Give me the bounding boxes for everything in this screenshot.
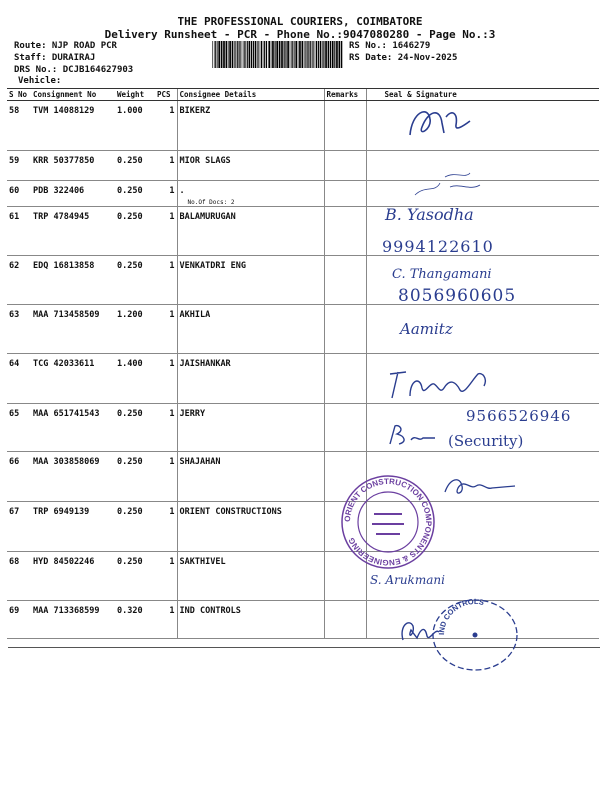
cell-sno [7,404,31,452]
cell-consignment-no [31,601,115,639]
cell-consignee [177,101,324,151]
cell-consignment-no [31,305,115,354]
cell-weight-text: 1.200 [117,310,143,320]
cell-pcs-text: 1 [169,186,175,196]
signature-68: S. Arukmani [370,573,445,587]
cell-remarks [324,101,366,151]
cell-sno-text: 60 [9,186,20,196]
cell-weight [115,101,155,151]
cell-pcs-text: 1 [169,359,175,369]
cell-sno [7,151,31,181]
signature-63: Aamitz [400,320,453,338]
cell-weight [115,151,155,181]
cell-weight [115,502,155,552]
cell-sno [7,256,31,305]
table-row [7,101,599,151]
cell-consignment-no-text: KRR 50377850 [33,156,95,166]
col-remarks: Remarks [324,89,366,101]
cell-pcs [155,404,177,452]
cell-pcs-text: 1 [169,409,175,419]
cell-consignment-no [31,552,115,601]
cell-pcs-text: 1 [169,261,175,271]
table-row [7,354,599,404]
cell-pcs [155,305,177,354]
runsheet-subtitle: Delivery Runsheet - PCR - Phone No.:9047080280 - Page No.:3 [104,28,496,41]
col-consignee: Consignee Details [177,89,324,101]
cell-sno-text: 61 [9,212,20,222]
cell-pcs [155,552,177,601]
cell-consignment-no [31,207,115,256]
cell-sno [7,181,31,207]
cell-pcs-text: 1 [169,156,175,166]
table-row [7,502,599,552]
cell-consignment-no-text: MAA 713458509 [33,310,100,320]
cell-pcs [155,502,177,552]
table-row [7,181,599,207]
cell-consignment-no [31,181,115,207]
orient-constructions-stamp [338,474,438,570]
cell-consignee [177,404,324,452]
rs-number: RS No.: 1646279 [349,41,431,51]
signature-58 [400,97,480,147]
cell-pcs [155,207,177,256]
rs-date: RS Date: 24-Nov-2025 [349,53,458,63]
cell-consignment-no [31,101,115,151]
cell-remarks [324,601,366,639]
docs-count-note: No.Of Docs: 2 [187,199,235,206]
cell-consignee-text: SAKTHIVEL [179,557,226,567]
cell-consignee-text: IND CONTROLS [179,606,241,616]
cell-consignee [177,502,324,552]
cell-consignment-no-text: TVM 14088129 [33,106,95,116]
cell-weight-text: 0.250 [117,156,143,166]
cell-sno-text: 59 [9,156,20,166]
cell-weight-text: 0.250 [117,212,143,222]
cell-sno [7,502,31,552]
table-row [7,207,599,256]
cell-consignee [177,256,324,305]
signature-61-phone: 9994122610 [382,237,494,256]
table-header [7,89,599,101]
cell-remarks [324,305,366,354]
col-pcs: PCS [155,89,177,101]
cell-consignment-no-text: PDB 322406 [33,186,85,196]
staff-label: Staff: DURAIRAJ [14,53,96,63]
cell-consignee-text: AKHILA [179,310,211,320]
cell-consignment-no [31,404,115,452]
cell-weight-text: 1.400 [117,359,143,369]
cell-consignee [177,552,324,601]
cell-weight [115,452,155,502]
barcode-image [212,41,343,68]
cell-sno-text: 69 [9,606,20,616]
cell-weight-text: 1.000 [117,106,143,116]
vehicle-label: Vehicle: [18,76,62,86]
cell-weight [115,256,155,305]
cell-sno-text: 67 [9,507,20,517]
cell-consignment-no [31,452,115,502]
cell-consignee-text: BIKERZ [179,106,211,116]
cell-consignee-text: JAISHANKAR [179,359,231,369]
signature-66 [440,470,520,500]
cell-weight [115,181,155,207]
cell-weight-text: 0.250 [117,409,143,419]
cell-weight-text: 0.250 [117,507,143,517]
cell-consignee-text: . [179,186,185,196]
runsheet-title: THE PROFESSIONAL COURIERS, COIMBATORE [177,15,423,28]
cell-remarks [324,181,366,207]
cell-pcs-text: 1 [169,106,175,116]
cell-pcs-text: 1 [169,310,175,320]
cell-sno-text: 68 [9,557,20,567]
cell-weight [115,354,155,404]
col-weight: Weight [115,89,155,101]
cell-sno-text: 63 [9,310,20,320]
cell-pcs-text: 1 [169,557,175,567]
cell-consignee [177,354,324,404]
cell-remarks [324,404,366,452]
scribble-60 [410,165,490,205]
cell-remarks [324,354,366,404]
cell-sno [7,552,31,601]
cell-consignee [177,151,324,181]
cell-sno-text: 65 [9,409,20,419]
table-row [7,151,599,181]
cell-pcs-text: 1 [169,457,175,467]
signature-61-name: B. Yasodha [385,205,474,224]
cell-pcs-text: 1 [169,507,175,517]
cell-consignee-text: BALAMURUGAN [179,212,236,222]
cell-pcs-text: 1 [169,212,175,222]
signature-62-name: C. Thangamani [392,267,492,282]
cell-weight [115,207,155,256]
cell-consignment-no-text: EDQ 16813858 [33,261,95,271]
cell-sno [7,305,31,354]
svg-text:ORIENT CONSTRUCTION COMPONENTS: ORIENT CONSTRUCTION COMPONENTS & ENGINEERING [342,476,434,568]
runsheet-table [7,88,599,639]
cell-consignment-no [31,502,115,552]
cell-consignee-text: ORIENT CONSTRUCTIONS [179,507,282,517]
cell-sno-text: 66 [9,457,20,467]
cell-consignee-text: MIOR SLAGS [179,156,231,166]
cell-weight [115,305,155,354]
cell-consignment-no-text: TCG 42033611 [33,359,95,369]
cell-consignment-no [31,354,115,404]
cell-sno [7,601,31,639]
cell-weight [115,601,155,639]
cell-weight-text: 0.320 [117,606,143,616]
cell-consignee [177,305,324,354]
cell-pcs [155,256,177,305]
cell-consignee-text: JERRY [179,409,206,419]
signature-65 [385,420,445,450]
route-label: Route: NJP ROAD PCR [14,41,117,51]
cell-weight-text: 0.250 [117,557,143,567]
cell-pcs [155,601,177,639]
cell-pcs [155,354,177,404]
cell-consignee [177,207,324,256]
cell-pcs [155,101,177,151]
cell-pcs [155,151,177,181]
signature-65-phone: 9566526946 [466,407,572,425]
cell-pcs [155,181,177,207]
cell-consignment-no-text: MAA 713368599 [33,606,100,616]
table-row [7,552,599,601]
cell-sno [7,354,31,404]
cell-weight [115,404,155,452]
svg-text:IND CONTROLS: IND CONTROLS [436,597,485,636]
cell-consignment-no-text: TRP 6949139 [33,507,90,517]
cell-consignment-no-text: HYD 84502246 [33,557,95,567]
cell-sno [7,101,31,151]
cell-consignment-no [31,151,115,181]
cell-consignee [177,452,324,502]
drs-number: DRS No.: DCJB164627903 [14,65,134,75]
cell-consignee-text: SHAJAHAN [179,457,221,467]
cell-sno-text: 58 [9,106,20,116]
cell-pcs-text: 1 [169,606,175,616]
cell-consignment-no-text: TRP 4784945 [33,212,90,222]
cell-remarks [324,207,366,256]
table-row [7,305,599,354]
cell-consignee [177,601,324,639]
ind-controls-stamp [428,597,523,672]
cell-sno [7,452,31,502]
cell-sno-text: 64 [9,359,20,369]
col-signature: Seal & Signature [366,89,599,101]
cell-consignment-no-text: MAA 651741543 [33,409,100,419]
cell-weight-text: 0.250 [117,186,143,196]
cell-sno-text: 62 [9,261,20,271]
cell-consignment-no-text: MAA 303858069 [33,457,100,467]
signature-62-phone: 8056960605 [398,286,517,306]
cell-pcs [155,452,177,502]
signature-64 [380,360,500,405]
cell-weight-text: 0.250 [117,261,143,271]
signature-65-note: (Security) [448,432,524,450]
cell-remarks [324,256,366,305]
cell-consignee-text: VENKATDRI ENG [179,261,247,271]
col-consignment: Consignment No [31,89,115,101]
cell-consignment-no [31,256,115,305]
cell-sno [7,207,31,256]
col-sno: S No [7,89,31,101]
cell-weight-text: 0.250 [117,457,143,467]
cell-weight [115,552,155,601]
cell-consignee [177,181,324,207]
cell-remarks [324,151,366,181]
